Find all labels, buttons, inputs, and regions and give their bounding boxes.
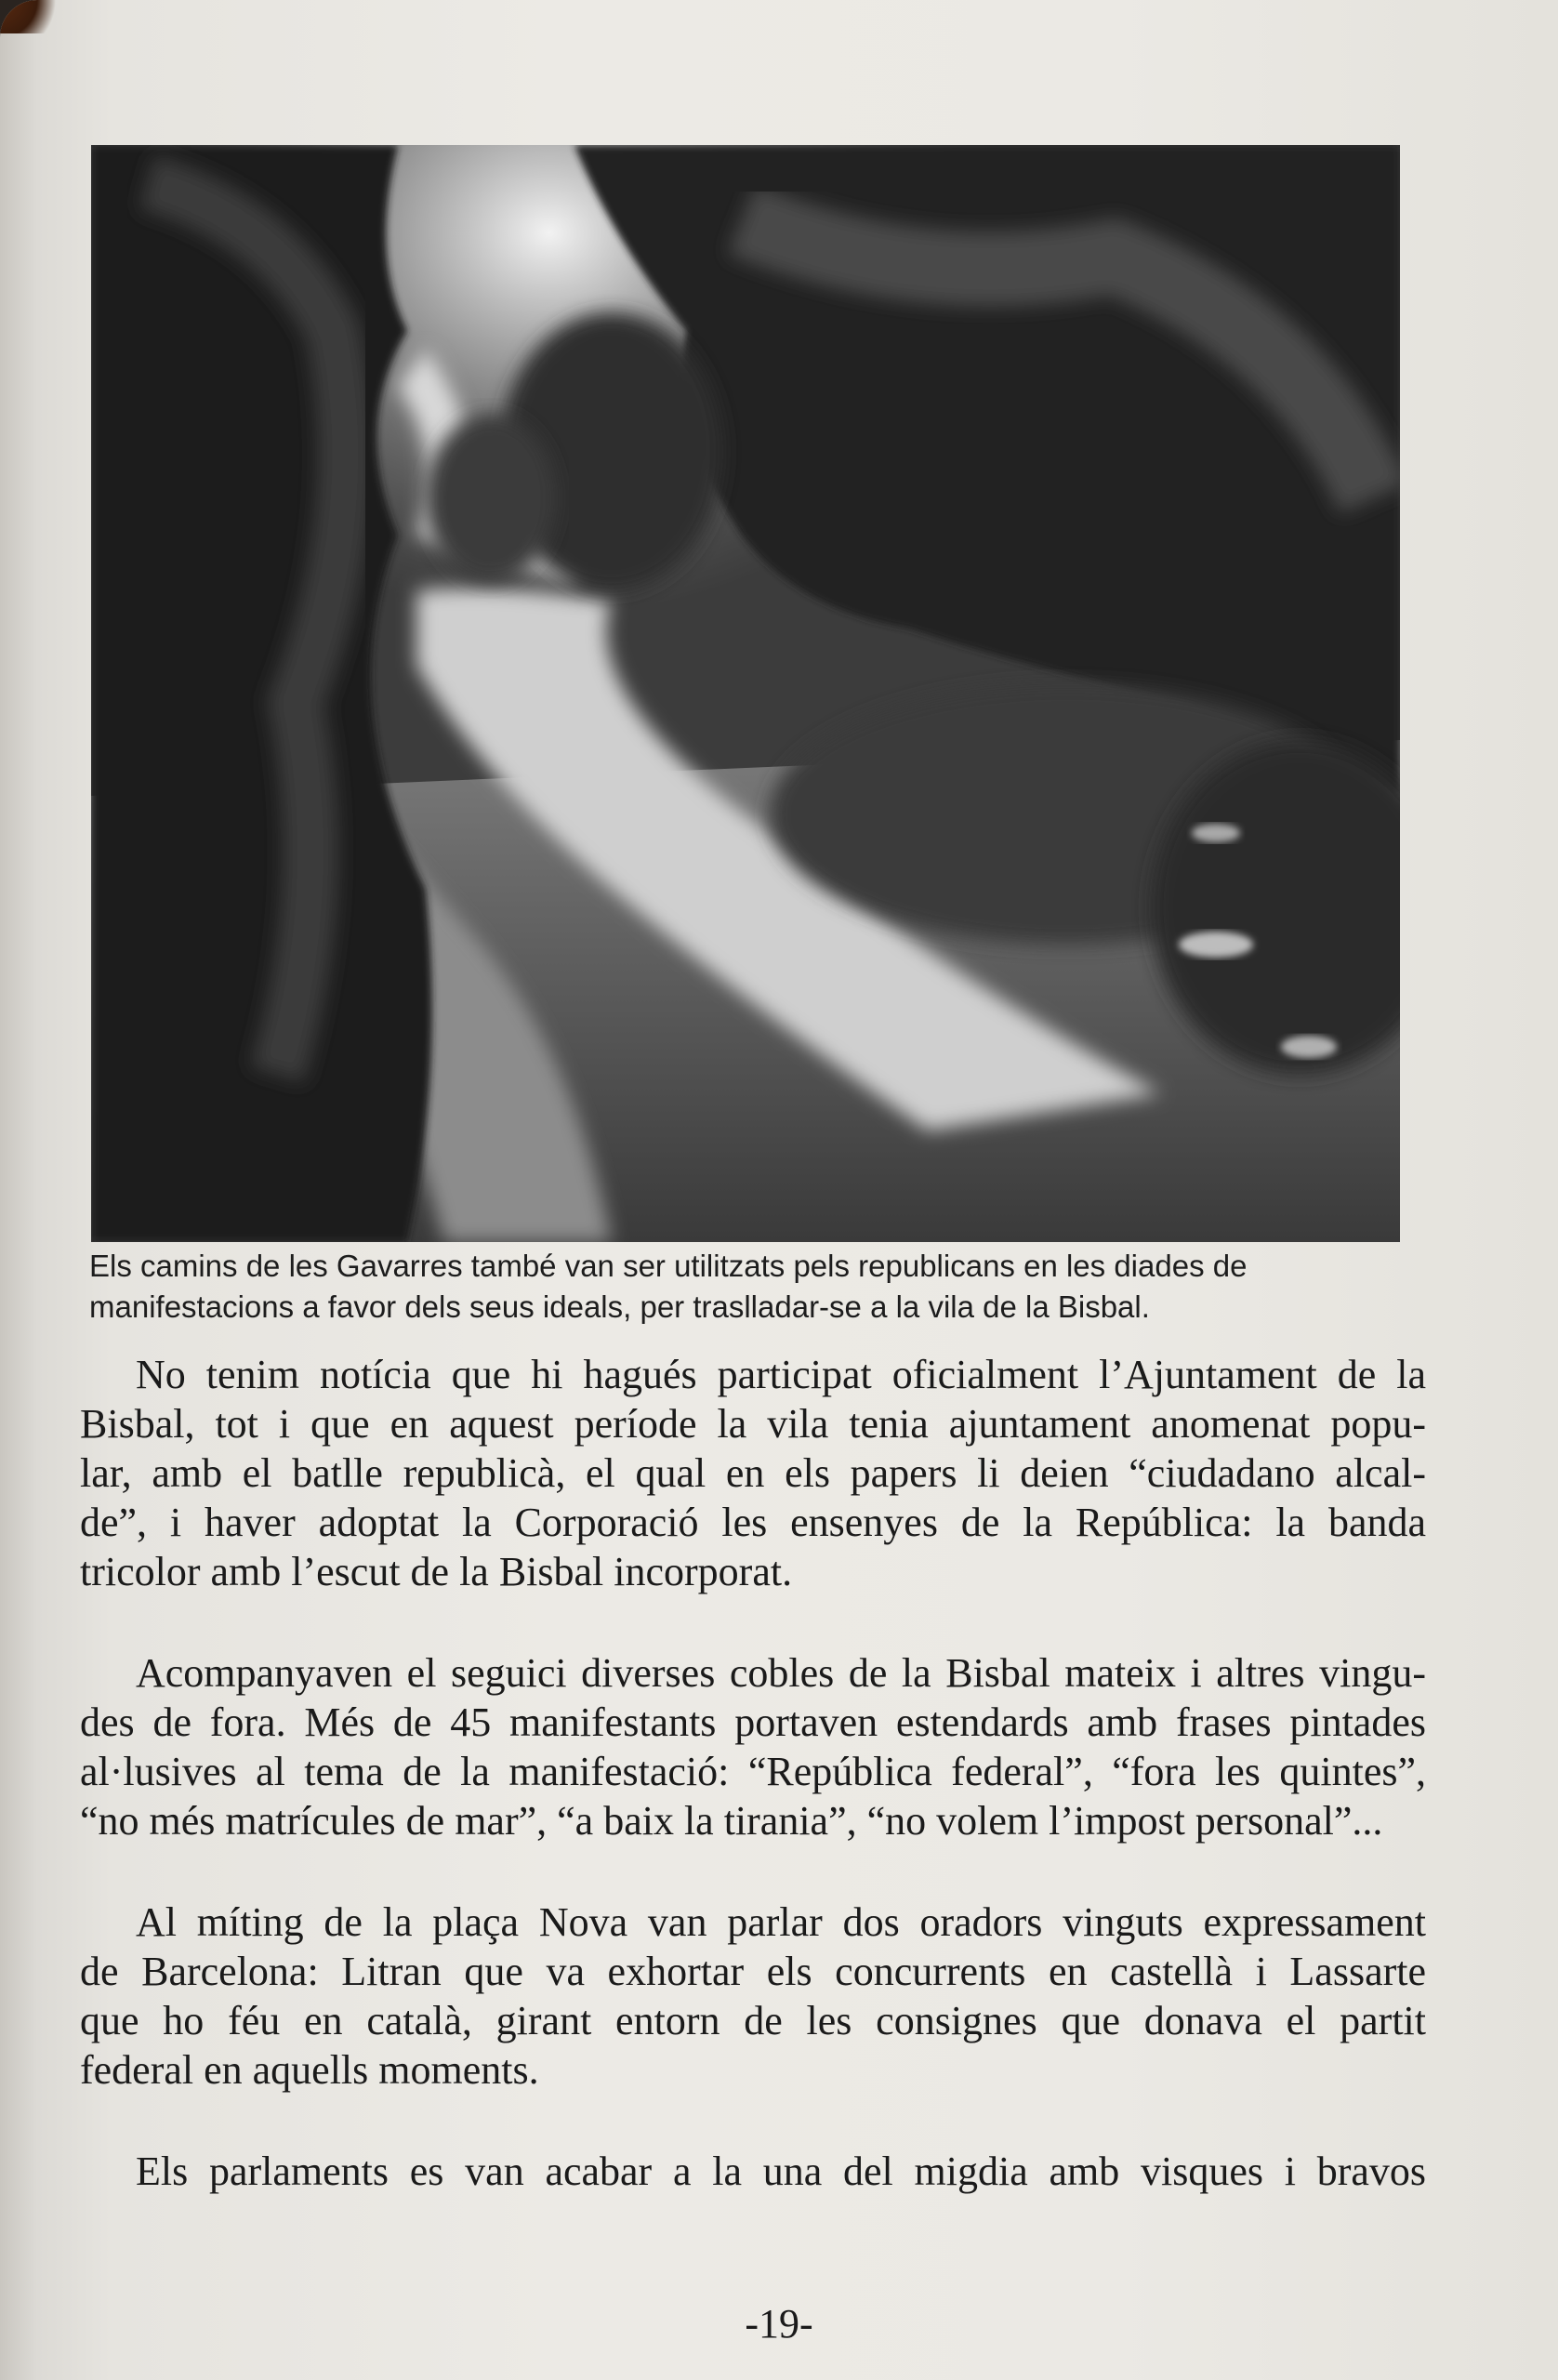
text-line: federal en aquells moments. — [80, 2047, 539, 2093]
text-line: al·lusives al tema de la manifestació: “República federal”, “fora les quintes”, — [80, 1749, 1426, 1794]
text-line: Al míting de la plaça Nova van parlar dos oradors vinguts expressament — [136, 1899, 1426, 1945]
text-line: tricolor amb l’escut de la Bisbal incorporat. — [80, 1549, 793, 1594]
caption-line: manifestacions a favor dels seus ideals, per traslladar-se a la vila de la Bisbal. — [89, 1289, 1150, 1324]
text-line: que ho féu en català, girant entorn de les consignes que donava el partit — [80, 1998, 1426, 2043]
text-line: Els parlaments es van acabar a la una del migdia amb visques i bravos — [136, 2149, 1426, 2194]
text-line: Bisbal, tot i que en aquest període la vila tenia ajuntament anomenat popu- — [80, 1401, 1426, 1447]
paragraph — [80, 1897, 1426, 2095]
paragraph — [80, 1648, 1426, 1845]
text-line: de”, i haver adoptat la Corporació les ensenyes de la República: la banda — [80, 1500, 1426, 1545]
text-line: des de fora. Més de 45 manifestants portaven estendards amb frases pintades — [80, 1699, 1426, 1745]
text-line: de Barcelona: Litran que va exhortar els concurrents en castellà i Lassarte — [80, 1949, 1426, 1994]
forest-path-photo — [91, 145, 1400, 1242]
body-text — [80, 1350, 1426, 2248]
page-number: -19- — [745, 2301, 813, 2347]
paragraph — [80, 2147, 1426, 2196]
text-line: No tenim notícia que hi hagués participat oficialment l’Ajuntament de la — [136, 1352, 1426, 1397]
text-line: Acompanyaven el seguici diverses cobles de la Bisbal mateix i altres vingu- — [136, 1650, 1426, 1696]
page-corner-shadow — [0, 0, 65, 33]
text-line: “no més matrícules de mar”, “a baix la tirania”, “no volem l’impost personal”... — [80, 1798, 1383, 1844]
text-line: lar, amb el batlle republicà, el qual en els papers li deien “ciudadano alcal- — [80, 1450, 1426, 1496]
photo-caption — [89, 1246, 1409, 1328]
paragraph — [80, 1350, 1426, 1596]
caption-line: Els camins de les Gavarres també van ser utilitzats pels republicans en les diades de — [89, 1249, 1248, 1283]
